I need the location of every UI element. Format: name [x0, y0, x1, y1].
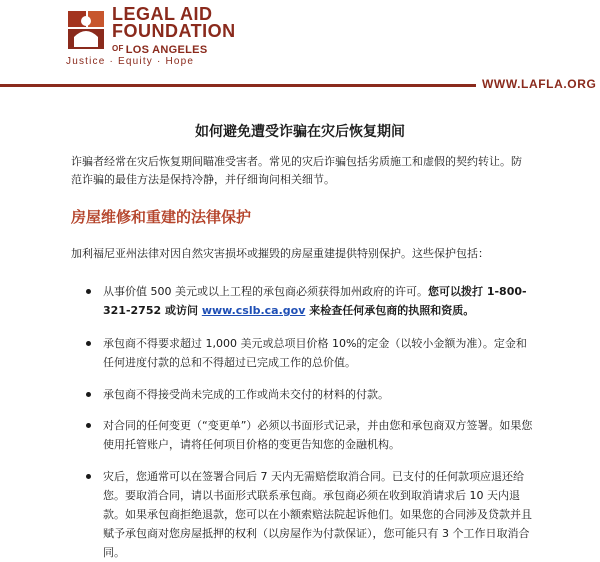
list-item-bold-a: 您可以拨打 1-800-321-2752 或访问: [103, 285, 527, 317]
lafla-logo-icon: [64, 7, 108, 53]
logo-line-foundation: FOUNDATION: [112, 21, 236, 41]
bullet-dot: [86, 474, 91, 479]
list-item-text: 承包商不得接受尚未完成的工作或尚未交付的材料的付款。: [103, 388, 389, 401]
document-header: [0, 0, 600, 100]
logo-line-legal-aid: LEGAL AID: [112, 4, 213, 24]
section-lead: 加利福尼亚州法律对因自然灾害损坏或摧毁的房屋重建提供特别保护。这些保护包括：: [71, 247, 489, 260]
list-item: [86, 282, 534, 320]
list-item-text-a: 从事价值 500 美元或以上工程的承包商必须获得加州政府的许可。: [103, 285, 428, 298]
list-item-bold-b: 来检查任何承包商的执照和资质。: [305, 304, 475, 317]
list-item: [86, 416, 534, 454]
list-item-text: 承包商不得要求超过 1,000 美元或总项目价格 10%的定金（以较小金额为准）。定金和任何进度付款的总和不得超过已完成工作的总价值。: [103, 337, 527, 369]
cslb-link[interactable]: www.cslb.ca.gov: [201, 304, 306, 317]
logo-wordmark: [112, 6, 236, 59]
list-item-text: [103, 282, 534, 320]
bullet-dot: [86, 341, 91, 346]
section-heading: 房屋维修和重建的法律保护: [71, 208, 252, 226]
document-title: 如何避免遭受诈骗在灾后恢复期间: [195, 124, 405, 140]
list-item-text: 对合同的任何变更（“变更单”）必须以书面形式记录，并由您和承包商双方签署。如果您使用托管账户，请将任何项目价格的变更告知您的金融机构。: [103, 419, 533, 451]
list-item: [86, 467, 534, 562]
header-rule: [0, 84, 476, 87]
intro-paragraph: 诈骗者经常在灾后恢复期间瞄准受害者。常见的灾后诈骗包括劣质施工和虚假的契约转让。防范诈骗的最佳方法是保持冷静，并仔细询问相关细节。: [71, 155, 522, 186]
bullet-dot: [86, 423, 91, 428]
list-item-text: 灾后，您通常可以在签署合同后 7 天内无需赔偿取消合同。已支付的任何款项应退还给您。要取消合同，请以书面形式联系承包商。承包商必须在收到取消请求后 10 天内退款。如果承包商拒绝退款，您可以在小额索赔法院起诉他们。如果您的合同涉及贷款并且赋予承包商对您房屋抵押的权利（以房屋作为付款保证），您可能只有 3 个工作日取消合同。: [103, 470, 532, 559]
bullet-dot: [86, 289, 91, 294]
list-item: [86, 334, 534, 372]
bullet-dot: [86, 392, 91, 397]
tagline: Justice · Equity · Hope: [66, 56, 195, 67]
list-item: [86, 385, 534, 404]
website-link[interactable]: WWW.LAFLA.ORG: [482, 77, 597, 91]
logo-la: LOS ANGELES: [125, 44, 208, 56]
logo-of: OF: [112, 44, 124, 53]
